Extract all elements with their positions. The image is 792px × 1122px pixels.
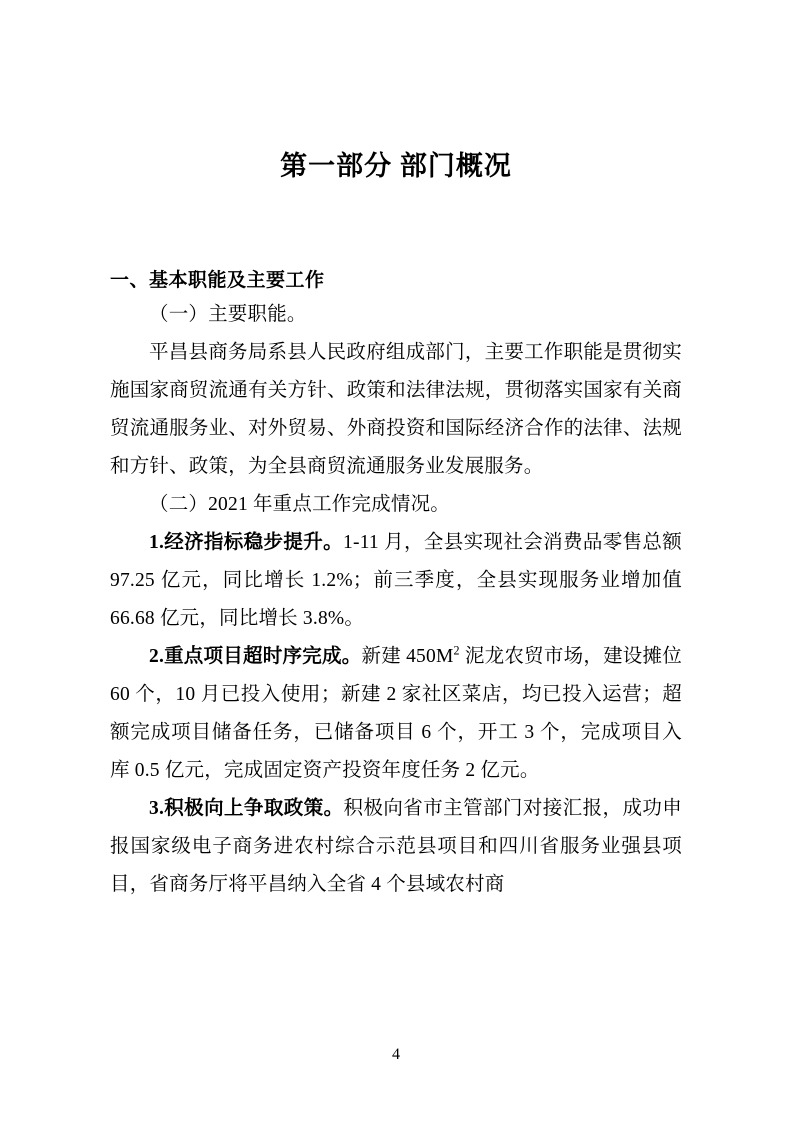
paragraph-body-2a: 新建 450M [361,646,454,668]
paragraph-policy-efforts [110,790,682,904]
page-content [110,0,682,904]
paragraph-economic-indicators [110,524,682,638]
paragraph-body-3: 积极向省市主管部门对接汇报，成功申报国家级电子商务进农村综合示范县项目和四川省服务业强县项目，省商务厅将平昌纳入全省 4 个县域农村商 [110,798,682,896]
paragraph-label-3: 3.积极向上争取政策。 [149,798,344,820]
paragraph-key-projects [110,638,682,790]
section-heading: 一、基本职能及主要工作 [110,269,325,291]
page-title: 第一部分 部门概况 [280,151,512,181]
page-number: 4 [392,1046,400,1063]
subheading-main-functions: （一）主要职能。 [149,304,307,326]
paragraph-body-2b: 泥龙农贸市场，建设摊位 60 个，10 月已投入使用；新建 2 家社区菜店，均已投入运营；超额完成项目储备任务，已储备项目 6 个，开工 3 个，完成项目入库 0.5 亿元，完成固定资产投资年度任务 2 亿元。 [110,646,682,782]
paragraph-main-functions: 平昌县商务局系县人民政府组成部门，主要工作职能是贯彻实施国家商贸流通有关方针、政策和法律法规，贯彻落实国家有关商贸流通服务业、对外贸易、外商投资和国际经济合作的法律、法规和方针、政策，为全县商贸流通服务业发展服务。 [110,342,682,478]
paragraph-body-1: 1-11 月，全县实现社会消费品零售总额 97.25 亿元，同比增长 1.2%；前三季度，全县实现服务业增加值 66.68 亿元，同比增长 3.8%。 [110,532,683,630]
paragraph-label-2: 2.重点项目超时序完成。 [149,646,362,668]
subheading-2021-work: （二）2021 年重点工作完成情况。 [149,494,450,516]
paragraph-label-1: 1.经济指标稳步提升。 [149,532,344,554]
superscript-square: 2 [453,643,460,658]
